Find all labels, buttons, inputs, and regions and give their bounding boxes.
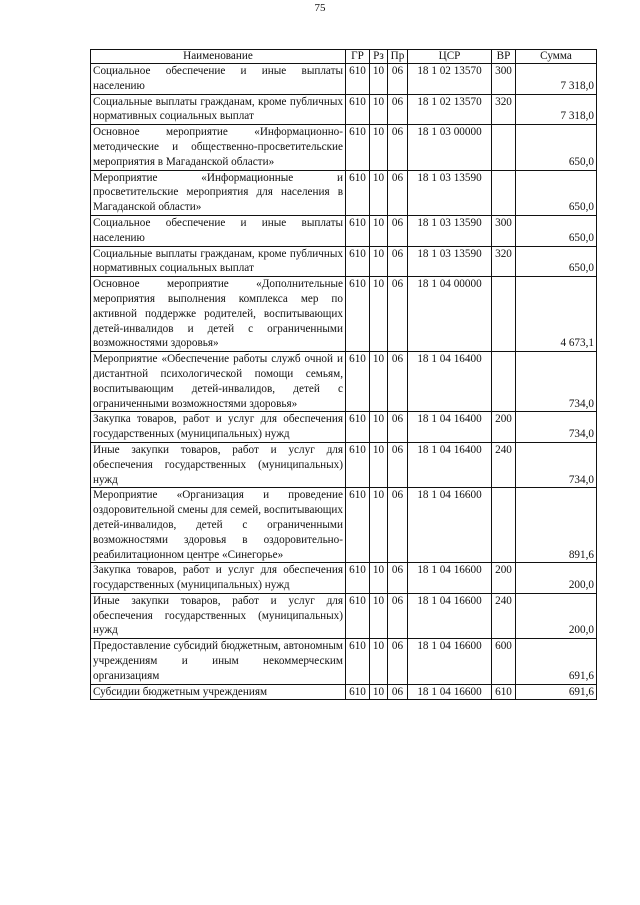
cell-name: Предоставление субсидий бюджетным, автономным учреждениям и иным некоммерческим организациям: [91, 639, 346, 684]
cell-vr: 200: [492, 412, 516, 443]
table-row: [91, 215, 597, 246]
budget-table: [90, 49, 597, 700]
cell-csr: 18 1 04 16600: [408, 684, 492, 700]
cell-vr: [492, 352, 516, 412]
cell-vr: [492, 488, 516, 563]
cell-pr: 06: [388, 94, 408, 125]
cell-name: Субсидии бюджетным учреждениям: [91, 684, 346, 700]
cell-rz: 10: [370, 215, 388, 246]
cell-vr: 240: [492, 593, 516, 638]
cell-sum: 691,6: [516, 684, 597, 700]
cell-sum: 650,0: [516, 170, 597, 215]
cell-csr: 18 1 04 16600: [408, 563, 492, 594]
cell-vr: [492, 125, 516, 170]
cell-gr: 610: [346, 442, 370, 487]
cell-vr: 320: [492, 94, 516, 125]
cell-csr: 18 1 03 13590: [408, 215, 492, 246]
cell-rz: 10: [370, 94, 388, 125]
cell-gr: 610: [346, 277, 370, 352]
table-row: [91, 639, 597, 684]
cell-csr: 18 1 04 16400: [408, 412, 492, 443]
cell-pr: 06: [388, 442, 408, 487]
cell-vr: [492, 170, 516, 215]
cell-gr: 610: [346, 125, 370, 170]
cell-rz: 10: [370, 639, 388, 684]
table-header-row: [91, 50, 597, 64]
cell-sum: 691,6: [516, 639, 597, 684]
table-row: [91, 125, 597, 170]
cell-pr: 06: [388, 246, 408, 277]
cell-csr: 18 1 04 16400: [408, 442, 492, 487]
table-row: [91, 593, 597, 638]
cell-pr: 06: [388, 412, 408, 443]
cell-sum: 200,0: [516, 593, 597, 638]
cell-csr: 18 1 03 13590: [408, 246, 492, 277]
table-row: [91, 442, 597, 487]
cell-rz: 10: [370, 170, 388, 215]
cell-rz: 10: [370, 442, 388, 487]
cell-vr: [492, 277, 516, 352]
cell-rz: 10: [370, 246, 388, 277]
cell-pr: 06: [388, 684, 408, 700]
cell-pr: 06: [388, 593, 408, 638]
cell-csr: 18 1 03 13590: [408, 170, 492, 215]
cell-pr: 06: [388, 125, 408, 170]
table-row: [91, 563, 597, 594]
cell-sum: 4 673,1: [516, 277, 597, 352]
cell-sum: 734,0: [516, 352, 597, 412]
cell-gr: 610: [346, 593, 370, 638]
cell-rz: 10: [370, 684, 388, 700]
cell-gr: 610: [346, 64, 370, 95]
column-header-name: Наименование: [91, 50, 346, 64]
column-header-sum: Сумма: [516, 50, 597, 64]
cell-vr: 200: [492, 563, 516, 594]
cell-gr: 610: [346, 215, 370, 246]
cell-name: Иные закупки товаров, работ и услуг для обеспечения государственных (муниципальных) нужд: [91, 593, 346, 638]
cell-rz: 10: [370, 125, 388, 170]
cell-gr: 610: [346, 488, 370, 563]
column-header-gr: ГР: [346, 50, 370, 64]
cell-name: Иные закупки товаров, работ и услуг для обеспечения государственных (муниципальных) нужд: [91, 442, 346, 487]
cell-gr: 610: [346, 170, 370, 215]
cell-vr: 300: [492, 215, 516, 246]
cell-name: Мероприятие «Обеспечение работы служб очной и дистантной психологической помощи семьям, воспитывающим детей-инвалидов, детей с ограниченными возможностями здоровья»: [91, 352, 346, 412]
cell-gr: 610: [346, 412, 370, 443]
cell-csr: 18 1 04 16600: [408, 488, 492, 563]
cell-csr: 18 1 04 16600: [408, 639, 492, 684]
cell-csr: 18 1 03 00000: [408, 125, 492, 170]
cell-pr: 06: [388, 64, 408, 95]
cell-gr: 610: [346, 352, 370, 412]
cell-rz: 10: [370, 488, 388, 563]
cell-rz: 10: [370, 412, 388, 443]
cell-pr: 06: [388, 488, 408, 563]
column-header-vr: ВР: [492, 50, 516, 64]
page-number: 75: [314, 2, 326, 14]
cell-sum: 650,0: [516, 246, 597, 277]
cell-rz: 10: [370, 352, 388, 412]
cell-sum: 734,0: [516, 412, 597, 443]
cell-name: Социальное обеспечение и иные выплаты населению: [91, 64, 346, 95]
cell-name: Закупка товаров, работ и услуг для обеспечения государственных (муниципальных) нужд: [91, 563, 346, 594]
cell-csr: 18 1 02 13570: [408, 94, 492, 125]
table-row: [91, 352, 597, 412]
cell-name: Социальные выплаты гражданам, кроме публичных нормативных социальных выплат: [91, 246, 346, 277]
table-row: [91, 488, 597, 563]
cell-csr: 18 1 04 16600: [408, 593, 492, 638]
table-body: [91, 64, 597, 700]
cell-sum: 650,0: [516, 215, 597, 246]
cell-sum: 7 318,0: [516, 94, 597, 125]
cell-gr: 610: [346, 639, 370, 684]
cell-rz: 10: [370, 277, 388, 352]
cell-pr: 06: [388, 352, 408, 412]
cell-vr: 600: [492, 639, 516, 684]
cell-vr: 610: [492, 684, 516, 700]
cell-name: Социальное обеспечение и иные выплаты населению: [91, 215, 346, 246]
cell-gr: 610: [346, 563, 370, 594]
table-row: [91, 64, 597, 95]
cell-sum: 200,0: [516, 563, 597, 594]
table-row: [91, 170, 597, 215]
cell-sum: 891,6: [516, 488, 597, 563]
cell-vr: 320: [492, 246, 516, 277]
cell-pr: 06: [388, 215, 408, 246]
cell-csr: 18 1 04 16400: [408, 352, 492, 412]
cell-csr: 18 1 02 13570: [408, 64, 492, 95]
cell-gr: 610: [346, 246, 370, 277]
cell-pr: 06: [388, 639, 408, 684]
table-row: [91, 277, 597, 352]
cell-pr: 06: [388, 170, 408, 215]
cell-name: Основное мероприятие «Информационно-методические и общественно-просветительские мероприятия в Магаданской области»: [91, 125, 346, 170]
cell-sum: 734,0: [516, 442, 597, 487]
column-header-csr: ЦСР: [408, 50, 492, 64]
cell-name: Мероприятие «Организация и проведение оздоровительной смены для семей, воспитывающих детей-инвалидов, детей с ограниченными возможностями здоровья в оздоровительно-реабилитационном центре «Синегорье»: [91, 488, 346, 563]
cell-name: Мероприятие «Информационные и просветительские мероприятия для населения в Магаданской области»: [91, 170, 346, 215]
cell-sum: 7 318,0: [516, 64, 597, 95]
cell-rz: 10: [370, 563, 388, 594]
cell-name: Основное мероприятие «Дополнительные мероприятия выполнения комплекса мер по активной поддержке родителей, воспитывающих детей-инвалидов и детей с ограниченными возможностями здоровья»: [91, 277, 346, 352]
cell-name: Закупка товаров, работ и услуг для обеспечения государственных (муниципальных) нужд: [91, 412, 346, 443]
cell-rz: 10: [370, 64, 388, 95]
cell-pr: 06: [388, 563, 408, 594]
cell-vr: 300: [492, 64, 516, 95]
table-row: [91, 412, 597, 443]
table-row: [91, 94, 597, 125]
column-header-rz: Рз: [370, 50, 388, 64]
table-row: [91, 246, 597, 277]
cell-vr: 240: [492, 442, 516, 487]
cell-gr: 610: [346, 94, 370, 125]
cell-name: Социальные выплаты гражданам, кроме публичных нормативных социальных выплат: [91, 94, 346, 125]
table-row: [91, 684, 597, 700]
cell-pr: 06: [388, 277, 408, 352]
cell-sum: 650,0: [516, 125, 597, 170]
column-header-pr: Пр: [388, 50, 408, 64]
cell-csr: 18 1 04 00000: [408, 277, 492, 352]
cell-rz: 10: [370, 593, 388, 638]
cell-gr: 610: [346, 684, 370, 700]
